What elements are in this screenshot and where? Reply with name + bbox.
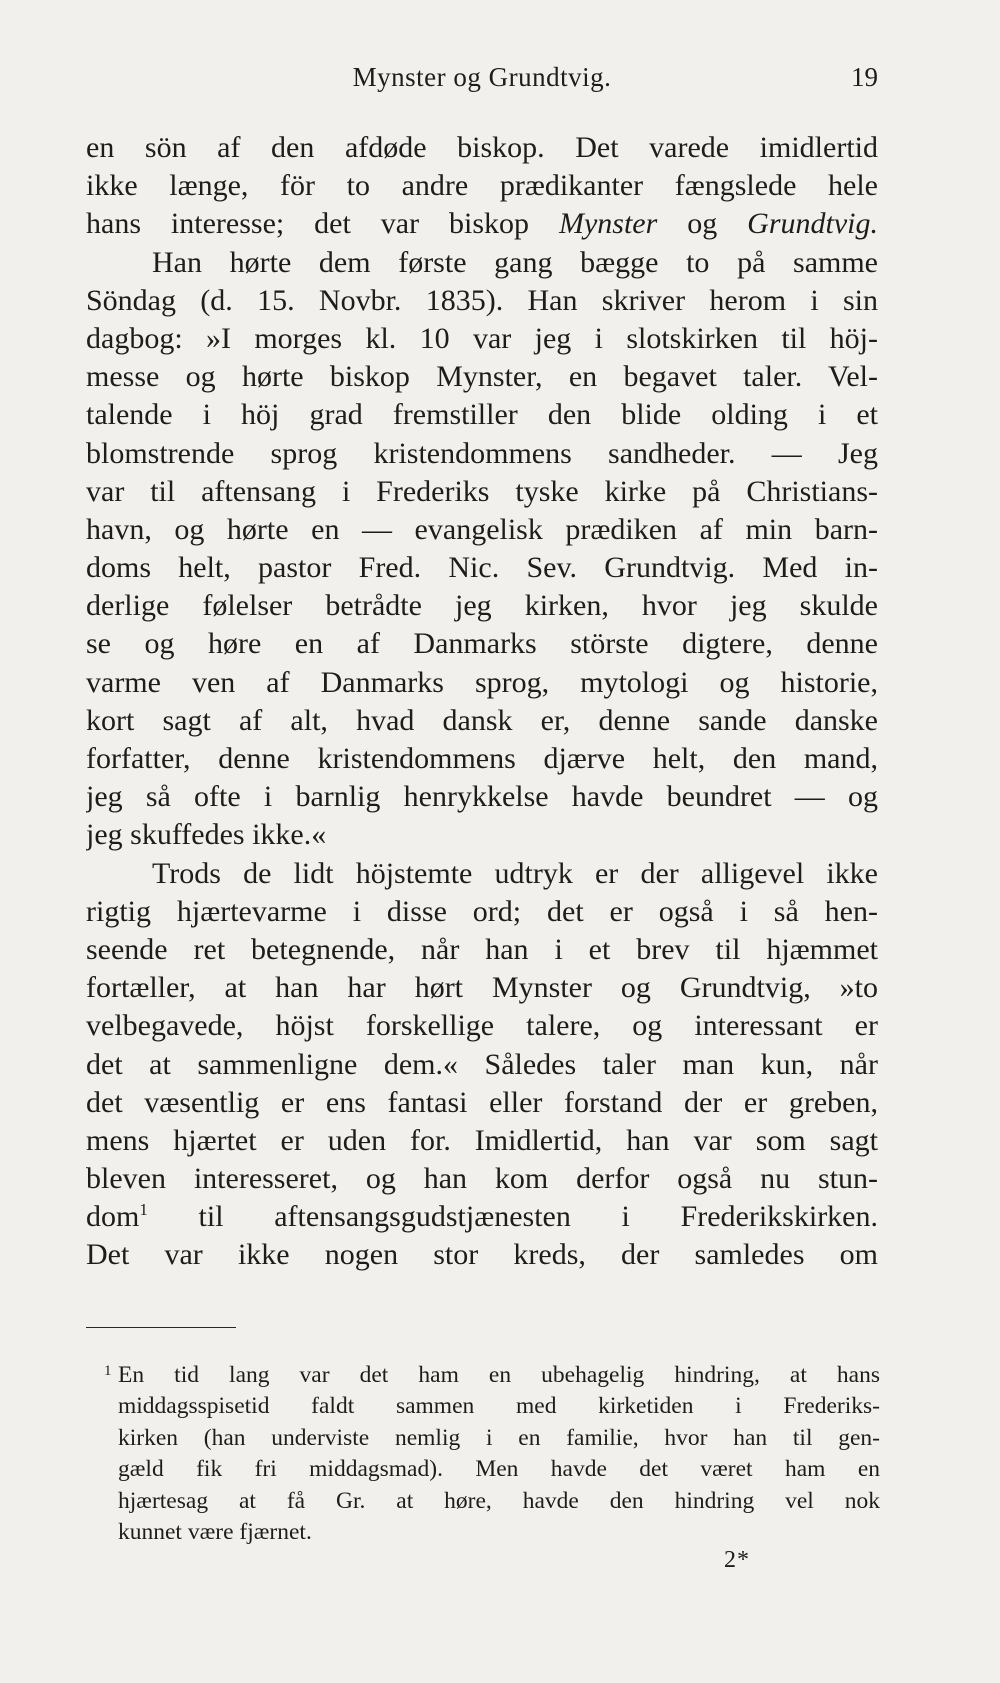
text-line: Han hørte dem første gang bægge to på samme [152,245,878,279]
text-line: se og høre en af Danmarks störste digtere, denne [86,627,878,661]
text-line: rigtig hjærtevarme i disse ord; det er også i så hen- [86,894,878,928]
footnote-line: kunnet være fjærnet. [118,1518,312,1545]
text-line: seende ret betegnende, når han i et brev til hjæmmet [86,932,878,966]
footnote-marker: 1 [104,1363,112,1379]
text-line: fortæller, at han har hørt Mynster og Grundtvig, »to [86,971,878,1005]
text-line: Det var ikke nogen stor kreds, der samledes om [86,1238,878,1272]
text-line: en sön af den afdøde biskop. Det varede imidlertid [86,131,878,164]
footnote [104,1360,880,1548]
text-line: derlige følelser betrådte jeg kirken, hvor jeg skulde [86,589,878,623]
body-text [86,129,878,1275]
text-line [86,205,878,243]
text-line: jeg så ofte i barnlig henrykkelse havde beundret — og [86,780,878,814]
running-title: Mynster og Grundtvig. [352,62,612,92]
text-line: kort sagt af alt, hvad dansk er, denne sande danske [86,703,878,737]
text-line: jeg skuffedes ikke.« [86,818,327,852]
footnote-line: En tid lang var det ham en ubehagelig hindring, at hans [118,1362,880,1388]
text-line: messe og hørte biskop Mynster, en begavet taler. Vel- [86,360,878,394]
signature-mark: 2* [724,1547,750,1573]
text-line: Trods de lidt höjstemte udtryk er der alligevel ikke [152,856,878,890]
footnote-reference[interactable]: 1 [139,1200,148,1220]
footnote-line: middagsspisetid faldt sammen med kirketiden i Frederiks- [118,1393,880,1420]
text-line: havn, og hørte en — evangelisk prædiken af min barn- [86,512,878,546]
text-segment: til aftensangsgudstjænesten i Frederikskirken. [147,1200,878,1234]
text-segment: og [657,207,748,241]
footnote-line: kirken (han underviste nemlig i en familie, hvor han til gen- [118,1424,880,1451]
text-line: bleven interesseret, og han kom derfor også nu stun- [86,1162,878,1196]
italic-name: Grundtvig. [747,207,878,241]
text-line: talende i höj grad fremstiller den blide olding i et [86,398,878,432]
page-number: 19 [851,62,878,92]
italic-name: Mynster [558,207,658,241]
text-line: det at sammenligne dem.« Således taler man kun, når [86,1047,878,1081]
text-line: dagbog: »I morges kl. 10 var jeg i slotskirken til höj- [86,321,878,355]
text-line: var til aftensang i Frederiks tyske kirke på Christians- [86,474,878,508]
footnote-line: hjærtesag at få Gr. at høre, havde den hindring vel nok [118,1487,880,1514]
text-line: doms helt, pastor Fred. Nic. Sev. Grundtvig. Med in- [86,551,878,585]
text-line: varme ven af Danmarks sprog, mytologi og historie, [86,665,878,699]
text-line: blomstrende sprog kristendommens sandheder. — Jeg [86,436,878,470]
text-line: velbegavede, höjst forskellige talere, og interessant er [86,1009,878,1043]
running-head [86,62,878,102]
text-line: forfatter, denne kristendommens djærve helt, den mand, [86,742,878,775]
text-segment: hans interesse; det var biskop [86,207,559,241]
footnote-line: gæld fik fri middagsmad). Men havde det været ham en [118,1456,880,1483]
text-line: mens hjærtet er uden for. Imidlertid, han var som sagt [86,1123,878,1157]
text-segment: dom [86,1200,140,1234]
text-line: Söndag (d. 15. Novbr. 1835). Han skriver herom i sin [86,283,878,317]
text-line: det væsentlig er ens fantasi eller forstand der er greben, [86,1085,878,1119]
text-line [86,1198,878,1236]
footnote-divider [86,1327,236,1328]
text-line: ikke længe, för to andre prædikanter fængslede hele [86,169,878,203]
